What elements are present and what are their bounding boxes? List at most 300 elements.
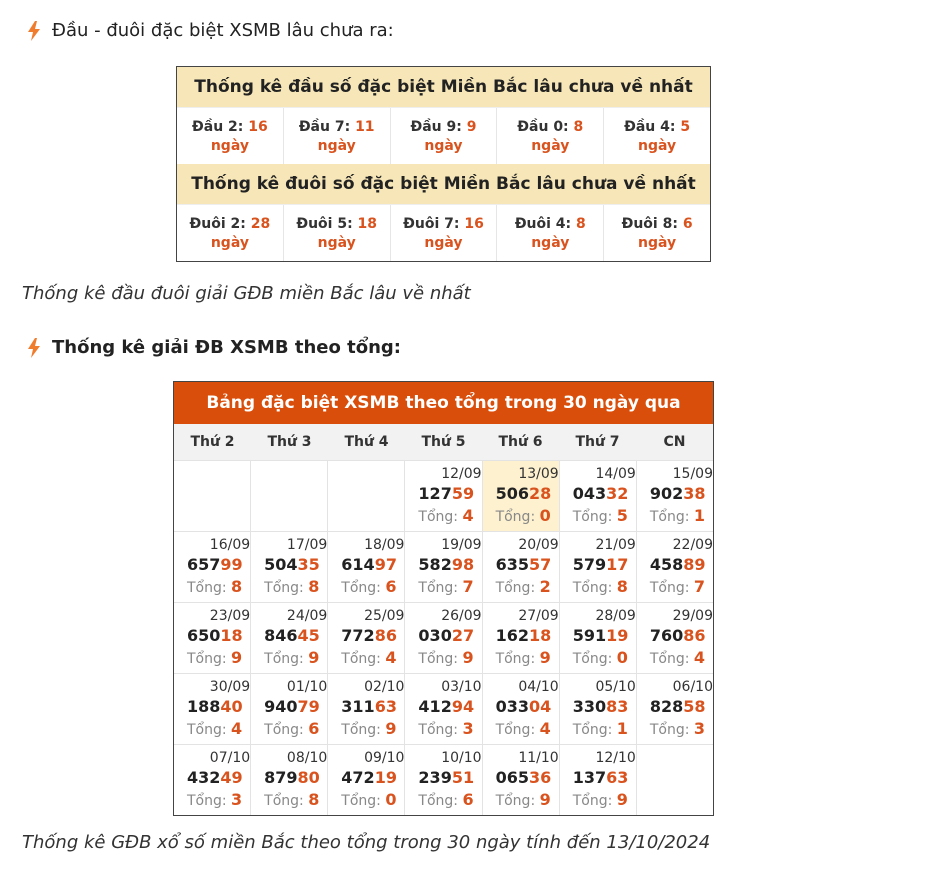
calendar-day-cell <box>637 532 713 602</box>
special-prize-number <box>573 484 629 503</box>
calendar-empty-cell <box>637 745 713 815</box>
draw-date: 18/09 <box>364 537 405 553</box>
sum-line <box>650 506 705 525</box>
calendar-day-cell <box>560 603 637 673</box>
sum-label: Tổng: <box>418 509 459 525</box>
draw-date: 11/10 <box>518 750 559 766</box>
draw-date: 19/09 <box>441 537 482 553</box>
tail-stats-row <box>177 204 710 261</box>
sum-label: Tổng: <box>341 651 381 667</box>
sum-line <box>341 719 396 738</box>
weekday-label: CN <box>663 434 686 450</box>
sum-line <box>187 577 242 596</box>
draw-date: 22/09 <box>672 537 713 553</box>
draw-date: 26/09 <box>441 608 482 624</box>
sum-line <box>650 577 705 596</box>
calendar-day-cell <box>174 674 251 744</box>
sum-value: 0 <box>616 648 628 667</box>
calendar-day-cell <box>405 674 482 744</box>
calendar-day-cell <box>251 745 328 815</box>
prize-tail-digits: 19 <box>374 768 397 787</box>
special-prize-number <box>341 697 397 716</box>
prize-tail-digits: 97 <box>374 555 397 574</box>
prize-head-digits: 043 <box>572 484 607 503</box>
prize-tail-digits: 38 <box>683 484 706 503</box>
special-prize-number <box>496 555 552 574</box>
calendar-day-cell <box>251 674 328 744</box>
sum-label: Tổng: <box>187 651 227 667</box>
draw-date: 21/09 <box>595 537 636 553</box>
prize-head-digits: 657 <box>187 555 221 574</box>
head-stat-label: Đầu 9: <box>410 119 462 135</box>
prize-head-digits: 650 <box>187 626 221 645</box>
prize-tail-digits: 63 <box>374 697 397 716</box>
lightning-bolt-icon <box>26 21 42 41</box>
tail-stat-label: Đuôi 7: <box>403 216 460 232</box>
special-prize-number <box>650 555 706 574</box>
prize-tail-digits: 18 <box>528 626 552 645</box>
prize-head-digits: 582 <box>418 555 452 574</box>
sum-value: 4 <box>693 648 706 667</box>
sum-value: 4 <box>231 719 243 738</box>
sum-label: Tổng: <box>418 651 459 667</box>
prize-tail-digits: 86 <box>683 626 706 645</box>
special-prize-number <box>341 768 397 787</box>
sum-label: Tổng: <box>187 580 227 596</box>
prize-tail-digits: 28 <box>528 484 552 503</box>
weekday-label: Thứ 5 <box>421 434 466 450</box>
sum-line <box>187 648 242 667</box>
sum-line <box>496 577 551 596</box>
prize-head-digits: 030 <box>418 626 452 645</box>
prize-head-digits: 065 <box>495 768 529 787</box>
sum-line <box>341 648 396 667</box>
sum-line <box>496 790 551 809</box>
sum-label: Tổng: <box>572 722 613 738</box>
sum-label: Tổng: <box>264 580 304 596</box>
sum-value: 9 <box>616 790 628 809</box>
draw-date: 25/09 <box>364 608 405 624</box>
sum-line <box>264 577 319 596</box>
sum-value: 1 <box>693 506 706 525</box>
sum-value: 9 <box>539 790 551 809</box>
weekday-label: Thứ 6 <box>498 434 543 450</box>
weekday-label: Thứ 2 <box>190 434 235 450</box>
prize-tail-digits: 86 <box>374 626 397 645</box>
sum-value: 1 <box>616 719 628 738</box>
sum-label: Tổng: <box>341 722 381 738</box>
prize-tail-digits: 04 <box>528 697 552 716</box>
draw-date: 08/10 <box>286 750 328 766</box>
tail-stat-label: Đuôi 4: <box>514 216 572 232</box>
sum-label: Tổng: <box>649 722 690 738</box>
prize-head-digits: 760 <box>649 626 684 645</box>
special-prize-number <box>650 484 706 503</box>
head-stat-days-value: 8 <box>573 119 584 135</box>
draw-date: 23/09 <box>209 608 251 624</box>
special-prize-number <box>418 626 474 645</box>
special-prize-number <box>264 555 320 574</box>
special-prize-number <box>573 697 629 716</box>
special-prize-number <box>187 555 243 574</box>
head-stat-unit: ngày <box>531 138 570 154</box>
sum-value: 2 <box>539 577 551 596</box>
prize-tail-digits: 51 <box>451 768 475 787</box>
draw-date: 09/10 <box>364 750 405 766</box>
sum-label: Tổng: <box>418 580 459 596</box>
prize-head-digits: 635 <box>495 555 529 574</box>
section-heading-text: Thống kê giải ĐB XSMB theo tổng: <box>52 337 401 358</box>
prize-head-digits: 127 <box>418 484 452 503</box>
sum-label: Tổng: <box>572 580 613 596</box>
head-stat-days-value: 11 <box>355 119 375 135</box>
special-prize-number <box>650 697 706 716</box>
prize-head-digits: 940 <box>264 697 298 716</box>
special-prize-number <box>418 768 474 787</box>
prize-head-digits: 432 <box>187 768 221 787</box>
tail-stats-title: Thống kê đuôi số đặc biệt Miền Bắc lâu chưa về nhất <box>177 164 710 204</box>
head-stat-unit: ngày <box>317 138 356 154</box>
calendar-day-cell <box>560 532 637 602</box>
tail-stat-cell <box>391 205 498 261</box>
prize-head-digits: 772 <box>341 626 375 645</box>
draw-date: 03/10 <box>441 679 482 695</box>
sum-value: 9 <box>539 648 551 667</box>
prize-head-digits: 472 <box>341 768 375 787</box>
weekday-label: Thứ 3 <box>267 434 312 450</box>
draw-date: 13/09 <box>518 466 559 482</box>
sum-value: 6 <box>308 719 320 738</box>
sum-label: Tổng: <box>649 509 690 525</box>
prize-tail-digits: 36 <box>528 768 552 787</box>
sum-label: Tổng: <box>341 793 381 809</box>
head-stat-unit: ngày <box>210 138 249 154</box>
prize-tail-digits: 57 <box>528 555 552 574</box>
tail-stat-unit: ngày <box>210 235 249 251</box>
sum-value: 3 <box>693 719 706 738</box>
special-prize-number <box>187 626 243 645</box>
head-stat-label: Đầu 7: <box>298 119 351 135</box>
sum-line <box>496 648 551 667</box>
prize-head-digits: 033 <box>495 697 529 716</box>
sum-value: 3 <box>231 790 243 809</box>
tail-stat-cell <box>604 205 710 261</box>
sum-label: Tổng: <box>187 793 227 809</box>
prize-tail-digits: 17 <box>606 555 629 574</box>
sum-line <box>341 790 396 809</box>
special-prize-number <box>418 697 474 716</box>
sum-value: 9 <box>231 648 243 667</box>
draw-date: 15/09 <box>672 466 713 482</box>
head-stat-label: Đầu 4: <box>624 119 676 135</box>
tail-stat-unit: ngày <box>531 235 570 251</box>
section-heading-text: Đầu - đuôi đặc biệt XSMB lâu chưa ra: <box>52 20 394 41</box>
prize-head-digits: 412 <box>418 697 452 716</box>
sum-line <box>418 648 473 667</box>
sum-value: 0 <box>385 790 397 809</box>
sum-line <box>418 577 473 596</box>
draw-date: 12/09 <box>441 466 482 482</box>
calendar-empty-cell <box>174 461 251 531</box>
sum-value: 9 <box>462 648 474 667</box>
draw-date: 12/10 <box>595 750 636 766</box>
prize-tail-digits: 45 <box>297 626 320 645</box>
section-heading-tong <box>26 337 401 358</box>
sum-line <box>264 719 319 738</box>
calendar-empty-cell <box>251 461 328 531</box>
draw-date: 04/10 <box>518 679 559 695</box>
sum-label: Tổng: <box>264 793 304 809</box>
head-stats-row <box>177 107 710 164</box>
calendar-day-cell <box>405 532 482 602</box>
sum-label: Tổng: <box>572 509 613 525</box>
prize-tail-digits: 18 <box>220 626 243 645</box>
prize-head-digits: 506 <box>495 484 529 503</box>
sum-value: 6 <box>462 790 474 809</box>
head-stat-cell <box>497 108 604 164</box>
sum-line <box>187 719 242 738</box>
draw-date: 30/09 <box>209 679 251 695</box>
calendar-body <box>174 460 713 815</box>
draw-date: 16/09 <box>209 537 251 553</box>
calendar-day-cell <box>174 745 251 815</box>
calendar-day-cell <box>560 461 637 531</box>
prize-tail-digits: 59 <box>451 484 475 503</box>
sum-label: Tổng: <box>264 722 304 738</box>
special-prize-number <box>573 555 629 574</box>
sum-line <box>264 790 319 809</box>
calendar-empty-cell <box>328 461 405 531</box>
calendar-week-row <box>174 744 713 815</box>
draw-date: 07/10 <box>209 750 251 766</box>
sum-table-title: Bảng đặc biệt XSMB theo tổng trong 30 ngày qua <box>174 382 713 424</box>
sum-line <box>264 648 319 667</box>
special-prize-number <box>264 697 320 716</box>
sum-value: 4 <box>462 506 474 525</box>
sum-label: Tổng: <box>649 580 690 596</box>
prize-tail-digits: 79 <box>297 697 320 716</box>
calendar-day-cell <box>483 674 560 744</box>
sum-calendar-table <box>173 381 714 816</box>
calendar-day-cell <box>483 532 560 602</box>
tail-stat-days-value: 28 <box>250 216 271 232</box>
calendar-day-cell <box>328 745 405 815</box>
sum-line <box>573 648 628 667</box>
head-stat-days-value: 16 <box>248 119 268 135</box>
head-stat-days-value: 5 <box>680 119 691 135</box>
special-prize-number <box>418 555 474 574</box>
sum-label: Tổng: <box>572 651 613 667</box>
prize-head-digits: 330 <box>572 697 607 716</box>
special-prize-number <box>496 484 552 503</box>
sum-value: 6 <box>385 577 397 596</box>
sum-label: Tổng: <box>418 793 459 809</box>
sum-line <box>341 577 396 596</box>
sum-value: 8 <box>308 577 320 596</box>
draw-date: 20/09 <box>518 537 559 553</box>
prize-tail-digits: 58 <box>683 697 706 716</box>
sum-value: 4 <box>539 719 551 738</box>
sum-label: Tổng: <box>572 793 613 809</box>
table-caption: Thống kê GĐB xổ số miền Bắc theo tổng trong 30 ngày tính đến 13/10/2024 <box>22 832 711 853</box>
prize-tail-digits: 49 <box>220 768 243 787</box>
calendar-day-cell <box>405 745 482 815</box>
prize-tail-digits: 98 <box>451 555 475 574</box>
calendar-day-cell <box>174 603 251 673</box>
sum-line <box>573 719 628 738</box>
sum-label: Tổng: <box>495 651 536 667</box>
sum-label: Tổng: <box>495 580 536 596</box>
calendar-day-cell <box>637 461 713 531</box>
head-stat-label: Đầu 0: <box>517 119 569 135</box>
head-stat-days-value: 9 <box>466 119 477 135</box>
sum-label: Tổng: <box>649 651 690 667</box>
sum-label: Tổng: <box>495 509 536 525</box>
prize-tail-digits: 63 <box>606 768 629 787</box>
calendar-day-cell <box>560 674 637 744</box>
sum-line <box>573 577 628 596</box>
calendar-day-cell <box>560 745 637 815</box>
calendar-day-cell <box>328 674 405 744</box>
sum-value: 4 <box>385 648 397 667</box>
prize-head-digits: 846 <box>264 626 298 645</box>
draw-date: 05/10 <box>595 679 636 695</box>
calendar-day-cell <box>405 461 482 531</box>
special-prize-number <box>341 626 397 645</box>
calendar-day-cell <box>637 674 713 744</box>
tail-stat-unit: ngày <box>317 235 356 251</box>
calendar-day-cell <box>637 603 713 673</box>
sum-value: 9 <box>308 648 320 667</box>
special-prize-number <box>187 697 243 716</box>
prize-tail-digits: 27 <box>451 626 475 645</box>
tail-stat-days-value: 8 <box>576 216 586 232</box>
weekday-header-row <box>174 424 713 460</box>
calendar-week-row <box>174 602 713 673</box>
tail-stat-cell <box>497 205 604 261</box>
tail-stat-days-value: 18 <box>357 216 378 232</box>
calendar-day-cell <box>483 745 560 815</box>
prize-head-digits: 239 <box>418 768 452 787</box>
draw-date: 24/09 <box>286 608 328 624</box>
tail-stat-cell <box>284 205 391 261</box>
head-stat-unit: ngày <box>638 138 677 154</box>
prize-head-digits: 828 <box>649 697 684 716</box>
sum-value: 5 <box>616 506 628 525</box>
head-stat-cell <box>391 108 498 164</box>
calendar-day-cell <box>174 532 251 602</box>
sum-line <box>650 719 705 738</box>
prize-tail-digits: 32 <box>606 484 629 503</box>
prize-head-digits: 879 <box>264 768 298 787</box>
sum-value: 3 <box>462 719 474 738</box>
special-prize-number <box>496 626 552 645</box>
weekday-label: Thứ 4 <box>344 434 389 450</box>
sum-value: 9 <box>385 719 397 738</box>
calendar-day-cell <box>483 461 560 531</box>
tail-stat-days-value: 6 <box>682 216 693 232</box>
special-prize-number <box>496 697 552 716</box>
prize-tail-digits: 94 <box>451 697 475 716</box>
prize-head-digits: 614 <box>341 555 375 574</box>
sum-label: Tổng: <box>418 722 459 738</box>
head-stat-label: Đầu 2: <box>192 119 244 135</box>
head-tail-stats-table <box>176 66 711 262</box>
sum-value: 7 <box>693 577 706 596</box>
sum-line <box>418 506 473 525</box>
draw-date: 27/09 <box>518 608 559 624</box>
prize-tail-digits: 19 <box>606 626 629 645</box>
sum-label: Tổng: <box>187 722 227 738</box>
draw-date: 10/10 <box>441 750 482 766</box>
special-prize-number <box>573 768 629 787</box>
tail-stat-days-value: 16 <box>464 216 484 232</box>
special-prize-number <box>418 484 474 503</box>
sum-label: Tổng: <box>341 580 381 596</box>
sum-value: 7 <box>462 577 474 596</box>
prize-tail-digits: 83 <box>606 697 629 716</box>
draw-date: 17/09 <box>286 537 328 553</box>
special-prize-number <box>264 768 320 787</box>
sum-label: Tổng: <box>495 793 536 809</box>
sum-value: 8 <box>616 577 628 596</box>
sum-line <box>573 790 628 809</box>
tail-stat-label: Đuôi 5: <box>296 216 353 232</box>
sum-value: 8 <box>231 577 243 596</box>
special-prize-number <box>341 555 397 574</box>
prize-tail-digits: 80 <box>297 768 320 787</box>
prize-tail-digits: 40 <box>220 697 243 716</box>
draw-date: 29/09 <box>672 608 713 624</box>
tail-stat-unit: ngày <box>424 235 463 251</box>
calendar-day-cell <box>483 603 560 673</box>
sum-label: Tổng: <box>495 722 536 738</box>
calendar-week-row <box>174 531 713 602</box>
prize-head-digits: 188 <box>187 697 221 716</box>
weekday-label: Thứ 7 <box>575 434 620 450</box>
calendar-day-cell <box>405 603 482 673</box>
special-prize-number <box>650 626 706 645</box>
prize-head-digits: 137 <box>572 768 607 787</box>
sum-line <box>650 648 705 667</box>
sum-line <box>496 719 551 738</box>
draw-date: 06/10 <box>672 679 713 695</box>
sum-value: 8 <box>308 790 320 809</box>
sum-line <box>187 790 242 809</box>
head-stat-cell <box>604 108 710 164</box>
draw-date: 01/10 <box>286 679 328 695</box>
lightning-bolt-icon <box>26 338 42 358</box>
calendar-day-cell <box>251 532 328 602</box>
calendar-day-cell <box>328 532 405 602</box>
head-stats-title: Thống kê đầu số đặc biệt Miền Bắc lâu chưa về nhất <box>177 67 710 107</box>
sum-line <box>573 506 628 525</box>
head-stat-cell <box>284 108 391 164</box>
draw-date: 02/10 <box>364 679 405 695</box>
table-caption: Thống kê đầu đuôi giải GĐB miền Bắc lâu về nhất <box>22 283 471 304</box>
prize-head-digits: 162 <box>495 626 529 645</box>
section-heading-dau-duoi <box>26 20 394 41</box>
sum-value: 0 <box>539 506 551 525</box>
prize-head-digits: 902 <box>649 484 684 503</box>
tail-stat-label: Đuôi 8: <box>621 216 678 232</box>
sum-label: Tổng: <box>264 651 304 667</box>
calendar-week-row <box>174 673 713 744</box>
special-prize-number <box>573 626 629 645</box>
calendar-day-cell <box>251 603 328 673</box>
sum-line <box>418 790 473 809</box>
sum-line <box>496 506 551 525</box>
